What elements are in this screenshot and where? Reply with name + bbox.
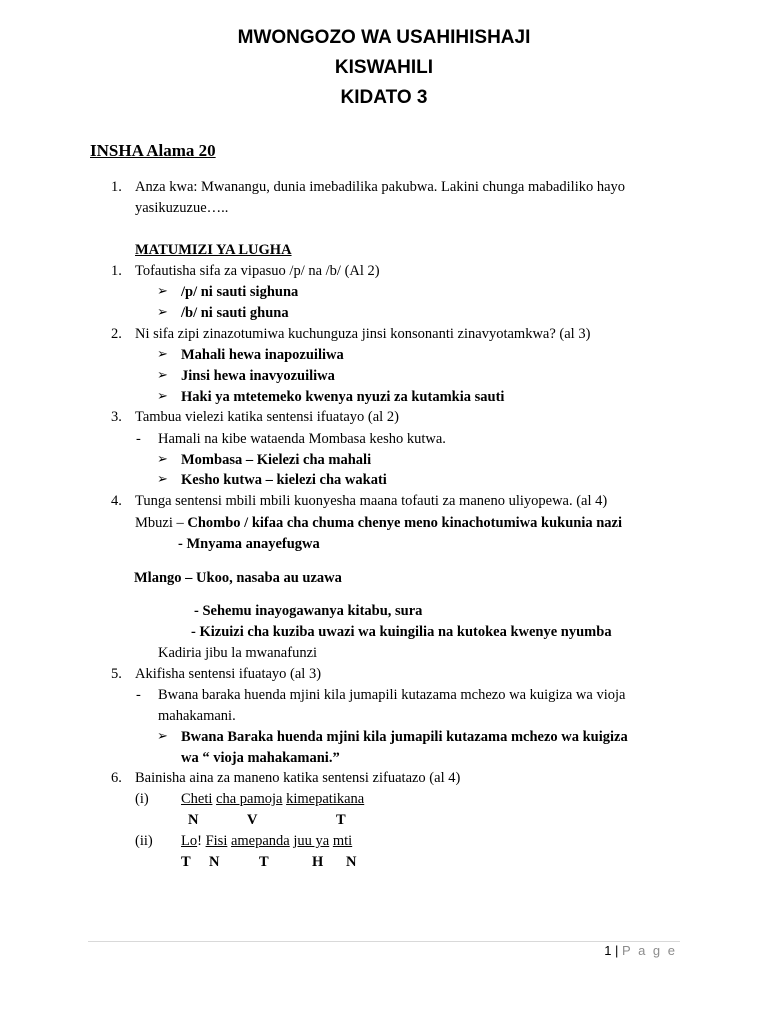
arrowhead-bullet-icon: ➢	[157, 284, 168, 299]
q6-ii-word: mti	[332, 833, 353, 849]
arrowhead-bullet-icon: ➢	[157, 472, 168, 487]
q4-mbuzi-word: Mbuzi –	[135, 515, 188, 531]
arrowhead-bullet-icon: ➢	[157, 729, 168, 744]
q3-dash: -	[136, 431, 141, 447]
q5-answer-line2: wa “ vioja mahakamani.”	[181, 750, 340, 766]
q6-i-word: kimepatikana	[286, 791, 365, 807]
q6-ii-word: Fisi	[205, 833, 228, 849]
doc-title-line2: KISWAHILI	[334, 57, 434, 78]
q3-answer-1: Mombasa – Kielezi cha mahali	[181, 452, 372, 468]
q2-answer-3: Haki ya mtetemeko kwenya nyuzi za kutamkia sauti	[181, 389, 505, 405]
q6-ii-tag: N	[209, 854, 220, 870]
footer-divider	[88, 941, 680, 942]
q2-number: 2.	[111, 326, 122, 342]
q6-i-sentence	[181, 790, 364, 808]
page-label: P a g e	[622, 943, 677, 958]
q6-ii-word: Lo	[181, 833, 198, 849]
page-separator: |	[611, 943, 623, 958]
q6-ii-tag: T	[259, 854, 269, 870]
q6-ii-tag: T	[181, 854, 191, 870]
arrowhead-bullet-icon: ➢	[157, 305, 168, 320]
q3-sentence: Hamali na kibe wataenda Mombasa kesho kutwa.	[158, 431, 446, 447]
q5-text: Akifisha sentensi ifuatayo (al 3)	[135, 666, 322, 682]
q4-mbuzi-line	[135, 514, 622, 532]
insha-number: 1.	[111, 179, 122, 195]
page-footer	[604, 943, 677, 958]
q3-text: Tambua vielezi katika sentensi ifuatayo (al 2)	[135, 409, 399, 425]
q4-mlango-definition-1: Mlango – Ukoo, nasaba au uzawa	[134, 570, 342, 586]
q4-mbuzi-definition-2: - Mnyama anayefugwa	[178, 536, 320, 552]
q1-answer-1: /p/ ni sauti sighuna	[181, 284, 299, 300]
doc-title-line3: KIDATO 3	[340, 87, 428, 108]
q4-text: Tunga sentensi mbili mbili kuonyesha maana tofauti za maneno uliyopewa. (al 4)	[135, 493, 608, 509]
q6-i-label: (i)	[135, 791, 149, 807]
q4-number: 4.	[111, 493, 122, 509]
q6-text: Bainisha aina za maneno katika sentensi zifuatazo (al 4)	[135, 770, 461, 786]
section-title-insha: INSHA Alama 20	[90, 141, 216, 160]
q6-number: 6.	[111, 770, 122, 786]
q6-i-tag: V	[247, 812, 258, 828]
q1-text: Tofautisha sifa za vipasuo /p/ na /b/ (Al 2)	[135, 263, 380, 279]
q4-mlango-definition-2: - Sehemu inayogawanya kitabu, sura	[194, 603, 423, 619]
q6-i-word: cha pamoja	[216, 791, 283, 807]
doc-title-line1: MWONGOZO WA USAHIHISHAJI	[237, 27, 531, 48]
insha-text-line2: yasikuzuzue…..	[135, 200, 229, 216]
q5-sentence-line1: Bwana baraka huenda mjini kila jumapili kutazama mchezo wa kuigiza wa vioja	[158, 687, 626, 703]
insha-text-line1: Anza kwa: Mwanangu, dunia imebadilika pakubwa. Lakini chunga mabadiliko hayo	[135, 179, 626, 195]
q2-answer-2: Jinsi hewa inavyozuiliwa	[181, 368, 335, 384]
arrowhead-bullet-icon: ➢	[157, 389, 168, 404]
lugha-heading: MATUMIZI YA LUGHA	[135, 242, 292, 258]
q5-answer-line1: Bwana Baraka huenda mjini kila jumapili kutazama mchezo wa kuigiza	[181, 729, 628, 745]
q5-dash: -	[136, 687, 141, 703]
q2-answer-1: Mahali hewa inapozuiliwa	[181, 347, 344, 363]
q4-marking-note: Kadiria jibu la mwanafunzi	[158, 645, 318, 661]
page-number: 1	[604, 943, 612, 958]
arrowhead-bullet-icon: ➢	[157, 368, 168, 383]
q6-i-word: Cheti	[181, 791, 213, 807]
q6-ii-tag: H	[312, 854, 324, 870]
q1-answer-2: /b/ ni sauti ghuna	[181, 305, 289, 321]
q3-number: 3.	[111, 409, 122, 425]
q3-answer-2: Kesho kutwa – kielezi cha wakati	[181, 472, 387, 488]
q6-i-tag: T	[336, 812, 346, 828]
q6-ii-word: juu ya	[293, 833, 330, 849]
q6-ii-word: amepanda	[230, 833, 290, 849]
q2-text: Ni sifa zipi zinazotumiwa kuchunguza jinsi konsonanti zinavyotamkwa? (al 3)	[135, 326, 591, 342]
q6-ii-label: (ii)	[135, 833, 153, 849]
q6-ii-exclamation: !	[197, 833, 202, 849]
arrowhead-bullet-icon: ➢	[157, 347, 168, 362]
q1-number: 1.	[111, 263, 122, 279]
q6-i-tag: N	[188, 812, 199, 828]
q4-mbuzi-definition-1: Chombo / kifaa cha chuma chenye meno kinachotumiwa kukunia nazi	[187, 515, 623, 531]
q5-number: 5.	[111, 666, 122, 682]
q6-ii-sentence	[181, 832, 352, 850]
q4-mlango-definition-3: - Kizuizi cha kuziba uwazi wa kuingilia na kutokea kwenye nyumba	[191, 624, 612, 640]
arrowhead-bullet-icon: ➢	[157, 452, 168, 467]
q5-sentence-line2: mahakamani.	[158, 708, 236, 724]
q6-ii-tag: N	[346, 854, 357, 870]
